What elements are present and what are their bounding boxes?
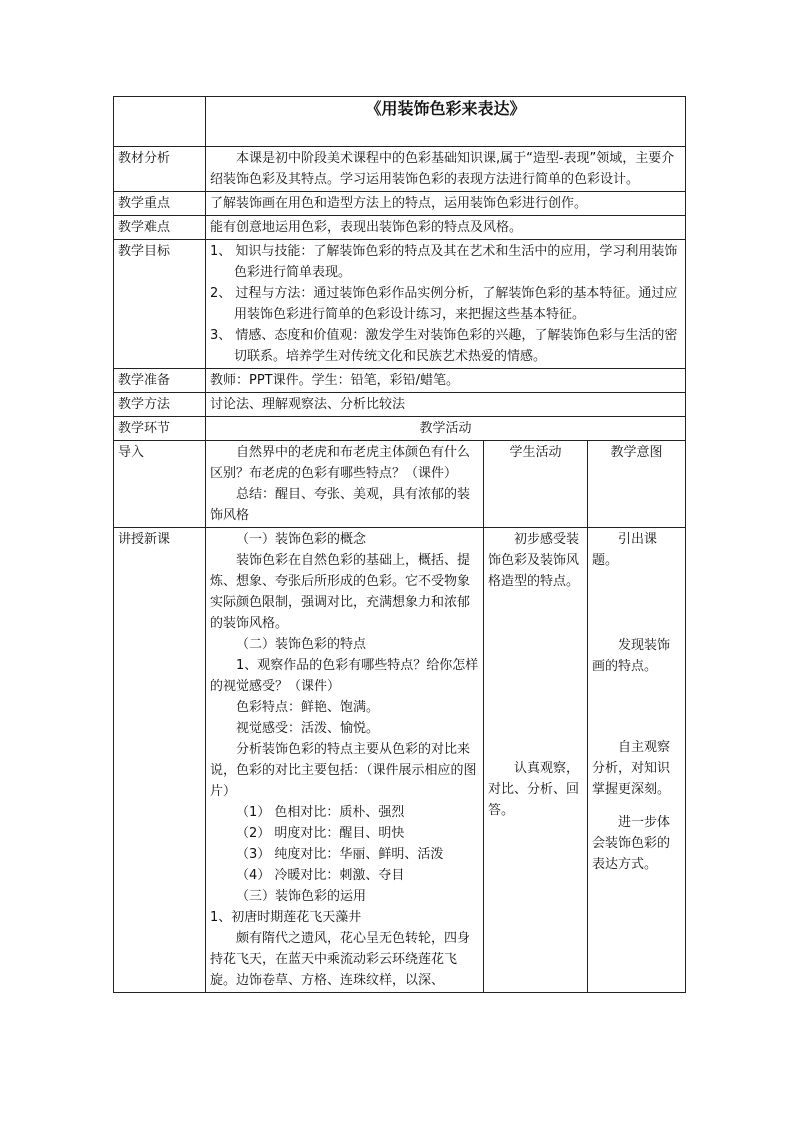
student-activity-1: 初步感受装饰色彩及装饰风格造型的特点。 (488, 532, 580, 589)
difficulty-label: 教学难点 (114, 216, 206, 240)
intent-1: 引出课题。 (592, 532, 658, 568)
analysis-text: 本课是初中阶段美术课程中的色彩基础知识课,属于“造型-表现”领域，主要介绍装饰色彩及其特点。学习运用装饰色彩的表现方法进行简单的色彩设计。 (210, 151, 675, 187)
goal-item-3: 3、 情感、态度和价值观：激发学生对装饰色彩的兴趣，了解装饰色彩与生活的密切联系。培养学生对传统文化和民族艺术热爱的情感。 (210, 328, 678, 364)
lecture-text-4: 视觉感受：活泼、愉悦。 (236, 721, 380, 736)
title-blank-cell (114, 97, 206, 147)
lecture-row (114, 528, 686, 993)
lesson-plan-table (113, 96, 686, 993)
process-label: 教学环节 (114, 417, 206, 441)
lecture-text-7: 颇有隋代之遗风，花心呈无色转轮，四身持花飞天，在蓝天中乘流动彩云环绕莲花飞旋。边饰卷草、方格、连珠纹样，以深、 (210, 931, 471, 988)
student-activity-2: 认真观察，对比、分析、回答。 (488, 761, 580, 818)
lecture-label: 讲授新课 (114, 528, 206, 993)
difficulty-row (114, 216, 686, 240)
lecture-text-2: 1、观察作品的色彩有哪些特点？给你怎样的视觉感受？（课件） (210, 658, 479, 694)
lecture-text-1: 装饰色彩在自然色彩的基础上，概括、提炼、想象、夸张后所形成的色彩。它不受物象实际颜色限制，强调对比，充满想象力和浓郁的装饰风格。 (210, 553, 471, 631)
method-label: 教学方法 (114, 393, 206, 417)
prep-label: 教学准备 (114, 369, 206, 393)
lecture-heading-2: （二）装饰色彩的特点 (236, 637, 367, 652)
title-row (114, 97, 686, 147)
prep-text: 教师：PPT课件。学生：铅笔，彩铅/蜡笔。 (206, 369, 686, 393)
process-header-row (114, 417, 686, 441)
goals-row (114, 240, 686, 369)
goal-item-2: 2、 过程与方法：通过装饰色彩作品实例分析，了解装饰色彩的基本特征。通过应用装饰色彩进行简单的色彩设计练习，来把握这些基本特征。 (210, 286, 678, 322)
contrast-item-3: （3） 纯度对比：华丽、鲜明、活泼 (236, 847, 444, 862)
goal-item-1: 1、 知识与技能：了解装饰色彩的特点及其在艺术和生活中的应用，学习利用装饰色彩进行简单表现。 (210, 244, 678, 280)
method-row (114, 393, 686, 417)
intent-3: 自主观察分析，对知识掌握更深刻。 (592, 740, 671, 797)
lecture-heading-3: （三）装饰色彩的运用 (236, 889, 367, 904)
lecture-text-3: 色彩特点：鲜艳、饱满。 (236, 700, 380, 715)
prep-row (114, 369, 686, 393)
intent-2: 发现装饰画的特点。 (592, 638, 671, 674)
page-title: 《用装饰色彩来表达》 (206, 97, 686, 147)
intent-header: 教学意图 (588, 441, 686, 528)
goals-label: 教学目标 (114, 240, 206, 369)
lecture-text-5: 分析装饰色彩的特点主要从色彩的对比来说，色彩的对比主要包括：（课件展示相应的图片） (210, 742, 477, 799)
key-row (114, 192, 686, 216)
contrast-item-1: （1） 色相对比：质朴、强烈 (236, 805, 405, 820)
contrast-item-4: （4） 冷暖对比：刺激、夺目 (236, 868, 405, 883)
intro-row (114, 441, 686, 528)
key-text: 了解装饰画在用色和造型方法上的特点，运用装饰色彩进行创作。 (206, 192, 686, 216)
intro-text-1: 自然界中的老虎和布老虎主体颜色有什么区别？布老虎的色彩有哪些特点？（课件） (210, 445, 471, 481)
analysis-label: 教材分析 (114, 147, 206, 192)
method-text: 讨论法、理解观察法、分析比较法 (206, 393, 686, 417)
lecture-heading-1: （一）装饰色彩的概念 (236, 532, 367, 547)
activity-header: 教学活动 (206, 417, 686, 441)
student-header: 学生活动 (484, 441, 588, 528)
difficulty-text: 能有创意地运用色彩，表现出装饰色彩的特点及风格。 (206, 216, 686, 240)
analysis-row (114, 147, 686, 192)
contrast-item-2: （2） 明度对比：醒目、明快 (236, 826, 405, 841)
intro-label: 导入 (114, 441, 206, 528)
key-label: 教学重点 (114, 192, 206, 216)
intro-text-2: 总结：醒目、夸张、美观，具有浓郁的装饰风格 (210, 487, 471, 523)
lecture-text-6: 1、初唐时期莲花飞天藻井 (210, 910, 362, 925)
intent-4: 进一步体会装饰色彩的表达方式。 (592, 815, 671, 872)
